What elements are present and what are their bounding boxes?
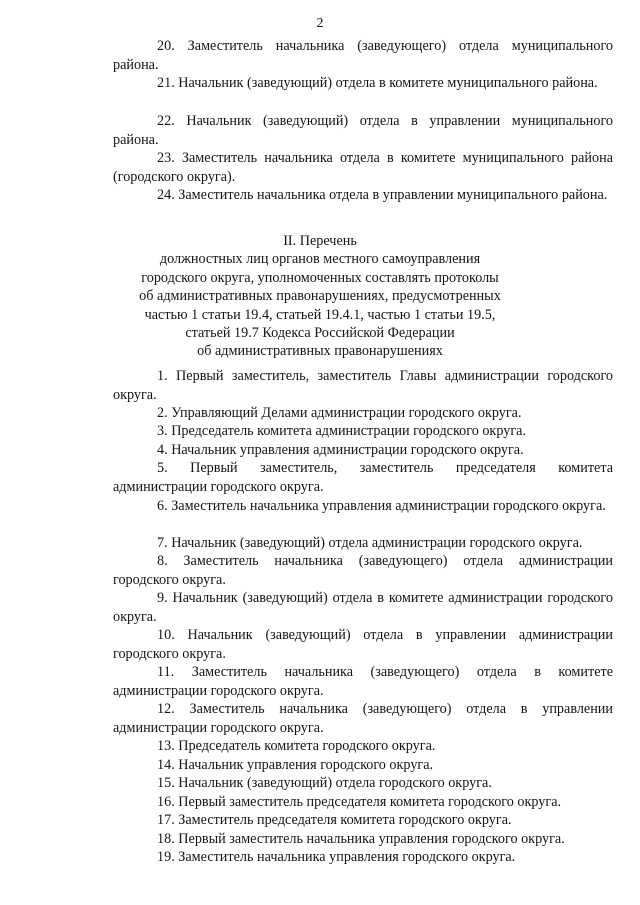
list-item: 10. Начальник (заведующий) отдела в управлении администрации городского округа.	[113, 627, 613, 662]
list-item: 18. Первый заместитель начальника управления городского округа.	[157, 831, 565, 847]
list-item: 7. Начальник (заведующий) отдела администрации городского округа.	[157, 535, 583, 551]
list-item: 21. Начальник (заведующий) отдела в комитете муниципального района.	[157, 75, 598, 91]
heading-line: должностных лиц органов местного самоуправления	[159, 251, 481, 268]
list-item: 15. Начальник (заведующий) отдела городского округа.	[157, 775, 492, 791]
list-item: 22. Начальник (заведующий) отдела в управлении муниципального района.	[113, 113, 613, 148]
page-number: 2	[316, 16, 324, 31]
list-item: 8. Заместитель начальника (заведующего) отдела администрации городского округа.	[113, 553, 613, 588]
heading-line: городского округа, уполномоченных составлять протоколы	[141, 269, 499, 286]
list-item: 12. Заместитель начальника (заведующего) отдела в управлении администрации городского округа.	[113, 701, 613, 736]
list-item: 14. Начальник управления городского округа.	[157, 757, 434, 773]
list-item: 6. Заместитель начальника управления администрации городского округа.	[157, 498, 606, 514]
list-item: 5. Первый заместитель, заместитель председателя комитета администрации городского округа.	[113, 460, 613, 495]
list-item: 9. Начальник (заведующий) отдела в комитете администрации городского округа.	[113, 590, 613, 625]
list-item: 1. Первый заместитель, заместитель Главы администрации городского округа.	[113, 368, 613, 403]
list-item: 17. Заместитель председателя комитета городского округа.	[157, 812, 512, 828]
section-heading	[0, 232, 640, 361]
section-title: II. Перечень	[283, 233, 357, 249]
list-item: 16. Первый заместитель председателя комитета городского округа.	[157, 794, 562, 810]
heading-line: частью 1 статьи 19.4, статьей 19.4.1, частью 1 статьи 19.5,	[144, 306, 496, 323]
list-item: 3. Председатель комитета администрации городского округа.	[157, 423, 526, 439]
list-item: 4. Начальник управления администрации городского округа.	[157, 442, 524, 458]
heading-line: статьей 19.7 Кодекса Российской Федерации	[185, 325, 455, 342]
heading-line: об административных правонарушениях, предусмотренных	[139, 288, 501, 305]
list-item: 13. Председатель комитета городского округа.	[157, 738, 436, 754]
list-item: 20. Заместитель начальника (заведующего) отдела муниципального района.	[113, 38, 613, 73]
list-item: 2. Управляющий Делами администрации городского округа.	[157, 405, 522, 421]
list-item: 23. Заместитель начальника отдела в комитете муниципального района (городского округа).	[113, 150, 613, 185]
list-item: 11. Заместитель начальника (заведующего) отдела в комитете администрации городского округа.	[113, 664, 613, 699]
list-item: 24. Заместитель начальника отдела в управлении муниципального района.	[157, 187, 608, 203]
list-item: 19. Заместитель начальника управления городского округа.	[157, 849, 516, 865]
heading-line: об административных правонарушениях	[197, 343, 443, 360]
